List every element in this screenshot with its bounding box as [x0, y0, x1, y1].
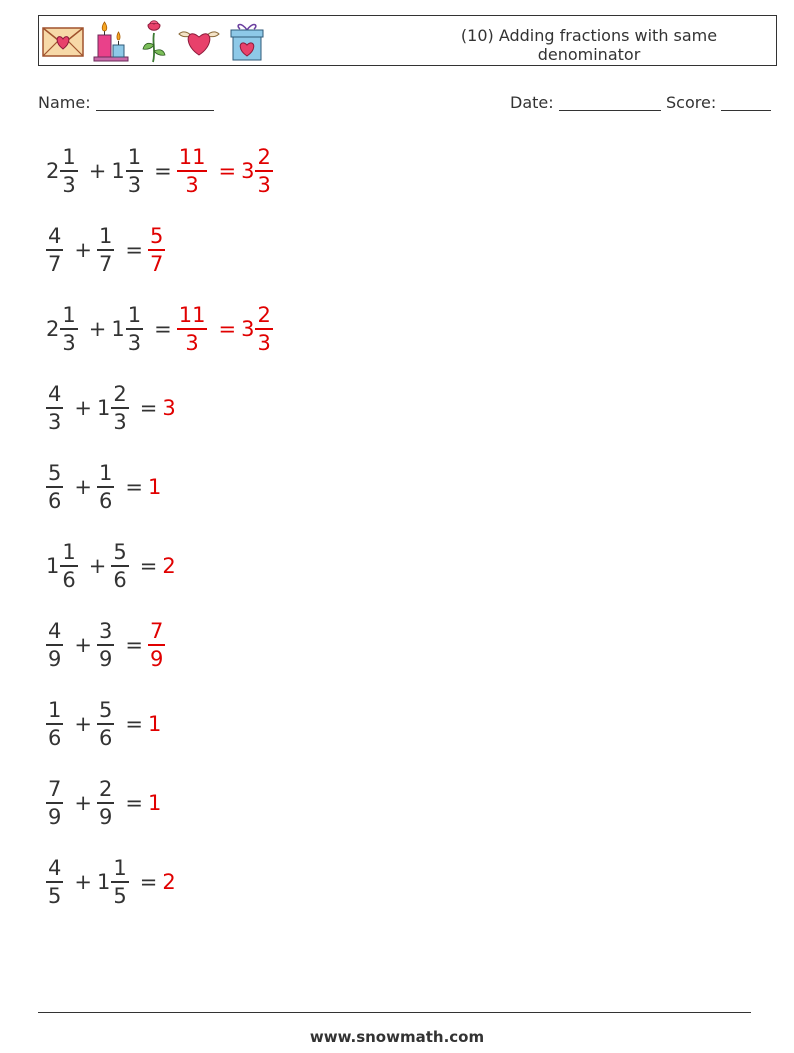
- addend-1: [46, 381, 68, 435]
- numerator: 4: [48, 856, 62, 881]
- equals-sign: =: [218, 317, 237, 341]
- answer: [148, 712, 162, 736]
- denominator: 9: [98, 804, 113, 829]
- answer-fraction: [255, 302, 272, 356]
- addend-2: [97, 855, 134, 909]
- numerator: 11: [178, 303, 206, 328]
- addend-2: [97, 697, 119, 751]
- name-blank: [96, 96, 214, 111]
- numerator: 1: [127, 145, 142, 170]
- addend-1: [46, 302, 83, 356]
- answer: [162, 554, 176, 578]
- answer: [162, 396, 176, 420]
- problem-row: [46, 536, 182, 596]
- addend-1: [46, 223, 68, 277]
- answer-whole: 1: [147, 791, 162, 815]
- denominator: 6: [48, 725, 62, 750]
- name-field: [38, 93, 214, 112]
- numerator: 11: [178, 145, 206, 170]
- equals-sign: =: [218, 159, 237, 183]
- answer-whole: 3: [241, 317, 255, 341]
- numerator: 5: [113, 540, 127, 565]
- answer-fraction: [177, 302, 208, 356]
- addend-2: [97, 460, 119, 514]
- addend-2-fraction: [111, 539, 128, 593]
- denominator: 3: [113, 409, 127, 434]
- answer: [148, 618, 170, 672]
- numerator: 5: [149, 224, 164, 249]
- numerator: 2: [113, 382, 127, 407]
- addend-2-fraction: [97, 697, 114, 751]
- addend-1: [46, 539, 83, 593]
- addend-1: [46, 776, 68, 830]
- answer: [241, 144, 278, 198]
- numerator: 2: [257, 303, 271, 328]
- addend-2-fraction: [97, 223, 114, 277]
- equals-sign: =: [139, 870, 158, 894]
- addend-1: [46, 697, 68, 751]
- addend-1: [46, 618, 68, 672]
- addend-1-fraction: [46, 618, 63, 672]
- denominator: 3: [185, 330, 199, 355]
- plus-sign: +: [74, 633, 92, 657]
- addend-2-whole: 1: [96, 870, 111, 894]
- addend-2-fraction: [97, 460, 114, 514]
- addend-2: [97, 223, 119, 277]
- numerator: 4: [48, 619, 62, 644]
- addend-1-fraction: [46, 776, 63, 830]
- denominator: 9: [98, 646, 113, 671]
- footer-divider: [38, 1012, 751, 1013]
- heart-gift-icon: [227, 19, 267, 63]
- denominator: 6: [48, 488, 62, 513]
- decorative-icons: [41, 19, 273, 63]
- denominator: 9: [149, 646, 164, 671]
- addend-2-fraction: [97, 776, 114, 830]
- date-label: Date:: [510, 93, 554, 112]
- footer-url: www.snowmath.com: [309, 1028, 485, 1046]
- numerator: 3: [98, 619, 113, 644]
- addend-2: [97, 381, 134, 435]
- equals-sign: =: [125, 475, 143, 499]
- plus-sign: +: [74, 238, 92, 262]
- numerator: 1: [98, 461, 113, 486]
- answer-fraction: [177, 144, 208, 198]
- addend-2-fraction: [111, 855, 128, 909]
- numerator: 1: [62, 303, 76, 328]
- addend-2-fraction: [111, 381, 128, 435]
- addend-2-whole: 1: [96, 396, 111, 420]
- problem-row: [46, 852, 182, 912]
- denominator: 3: [48, 409, 62, 434]
- plus-sign: +: [74, 712, 92, 736]
- addend-1-whole: 1: [46, 554, 60, 578]
- addend-1-fraction: [46, 381, 63, 435]
- addend-1-whole: 2: [46, 317, 60, 341]
- problem-row: [46, 299, 283, 359]
- numerator: 4: [48, 382, 62, 407]
- plus-sign: +: [74, 791, 92, 815]
- problem-row: [46, 615, 175, 675]
- denominator: 3: [257, 172, 271, 197]
- answer-whole: 3: [162, 396, 176, 420]
- plus-sign: +: [88, 159, 107, 183]
- equals-sign: =: [139, 554, 158, 578]
- denominator: 7: [149, 251, 164, 276]
- answer-whole: 2: [162, 870, 176, 894]
- addend-1-fraction: [46, 223, 63, 277]
- equals-sign: =: [154, 317, 172, 341]
- plus-sign: +: [74, 475, 92, 499]
- answer-fraction: [148, 223, 165, 277]
- numerator: 1: [113, 856, 127, 881]
- numerator: 7: [149, 619, 164, 644]
- addend-2: [111, 539, 133, 593]
- numerator: 1: [48, 698, 62, 723]
- denominator: 3: [257, 330, 271, 355]
- score-blank: [721, 96, 771, 111]
- answer: [162, 870, 176, 894]
- denominator: 5: [48, 883, 62, 908]
- addend-2: [97, 776, 119, 830]
- problem-row: [46, 694, 167, 754]
- winged-heart-icon: [177, 22, 221, 60]
- denominator: 6: [113, 567, 127, 592]
- worksheet-header: [38, 15, 777, 66]
- love-letter-icon: [41, 22, 85, 60]
- answer: [241, 302, 278, 356]
- answer: [148, 223, 170, 277]
- addend-1-fraction: [46, 697, 63, 751]
- numerator: 4: [48, 224, 62, 249]
- denominator: 9: [48, 804, 62, 829]
- addend-1: [46, 144, 83, 198]
- answer-whole: 1: [147, 712, 162, 736]
- numerator: 1: [62, 145, 76, 170]
- equals-sign: =: [139, 396, 158, 420]
- plus-sign: +: [88, 554, 107, 578]
- answer-fraction: [255, 144, 272, 198]
- addend-2-fraction: [97, 618, 114, 672]
- denominator: 3: [62, 172, 76, 197]
- plus-sign: +: [74, 396, 92, 420]
- denominator: 5: [113, 883, 127, 908]
- addend-1-fraction: [60, 144, 77, 198]
- answer: [148, 475, 162, 499]
- denominator: 3: [127, 330, 142, 355]
- addend-1-fraction: [46, 855, 63, 909]
- addend-1-whole: 2: [46, 159, 60, 183]
- addend-1: [46, 855, 68, 909]
- equals-sign: =: [154, 159, 172, 183]
- worksheet-title: (10) Adding fractions with same denominator: [460, 26, 718, 64]
- answer: [148, 791, 162, 815]
- addend-2: [97, 618, 119, 672]
- addend-2-whole: 1: [111, 317, 125, 341]
- problem-row: [46, 141, 283, 201]
- candles-icon: [91, 19, 131, 63]
- addend-2-fraction: [126, 144, 143, 198]
- equals-sign: =: [125, 712, 143, 736]
- denominator: 7: [48, 251, 62, 276]
- denominator: 6: [98, 725, 113, 750]
- equals-sign: =: [125, 238, 143, 262]
- denominator: 3: [62, 330, 76, 355]
- equals-sign: =: [125, 791, 143, 815]
- addend-2-fraction: [126, 302, 143, 356]
- addend-2: [111, 144, 148, 198]
- answer-whole: 2: [162, 554, 176, 578]
- plus-sign: +: [74, 870, 92, 894]
- numerator: 5: [98, 698, 113, 723]
- denominator: 6: [62, 567, 76, 592]
- numerator: 1: [127, 303, 142, 328]
- numerator: 2: [98, 777, 113, 802]
- score-label: Score:: [666, 93, 717, 112]
- denominator: 6: [98, 488, 113, 513]
- addend-1-fraction: [60, 539, 77, 593]
- denominator: 9: [48, 646, 62, 671]
- addend-1-fraction: [60, 302, 77, 356]
- denominator: 3: [127, 172, 142, 197]
- addend-1: [46, 460, 68, 514]
- problem-row: [46, 220, 175, 280]
- addend-1-fraction: [46, 460, 63, 514]
- answer: [177, 302, 213, 356]
- numerator: 1: [98, 224, 113, 249]
- numerator: 5: [48, 461, 62, 486]
- numerator: 2: [257, 145, 271, 170]
- addend-2-whole: 1: [111, 159, 125, 183]
- problem-row: [46, 378, 182, 438]
- problem-row: [46, 457, 167, 517]
- numerator: 1: [62, 540, 76, 565]
- answer: [177, 144, 213, 198]
- problem-row: [46, 773, 167, 833]
- answer-fraction: [148, 618, 165, 672]
- date-field: [510, 93, 661, 112]
- addend-2: [111, 302, 148, 356]
- name-label: Name:: [38, 93, 91, 112]
- answer-whole: 1: [147, 475, 162, 499]
- rose-icon: [137, 19, 171, 63]
- numerator: 7: [48, 777, 62, 802]
- equals-sign: =: [125, 633, 143, 657]
- answer-whole: 3: [241, 159, 255, 183]
- denominator: 3: [185, 172, 199, 197]
- score-field: [666, 93, 771, 112]
- date-blank: [559, 96, 661, 111]
- denominator: 7: [98, 251, 113, 276]
- plus-sign: +: [88, 317, 107, 341]
